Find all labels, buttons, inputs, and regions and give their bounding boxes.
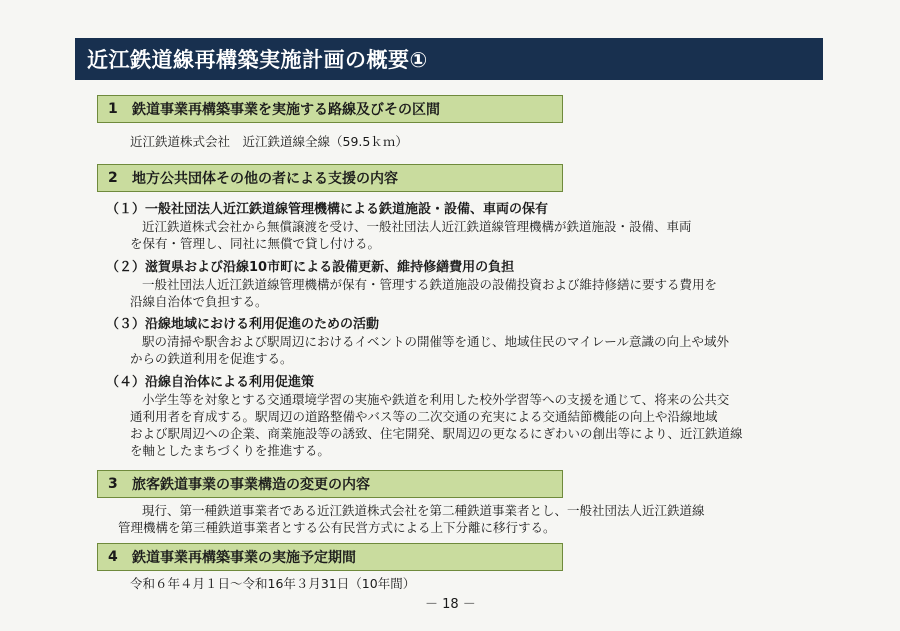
subitem-2-line-2: 沿線自治体で負担する。 — [130, 294, 268, 309]
section-4-header — [97, 543, 563, 571]
page-title: 近江鉄道線再構築実施計画の概要① — [87, 48, 428, 72]
subitem-4-line-4: を軸としたまちづくりを推進する。 — [130, 443, 330, 458]
subitem-2-heading: （２）滋賀県および沿線10市町による設備更新、維持修繕費用の負担 — [106, 260, 515, 275]
section-2-number: 2 — [108, 170, 118, 186]
section-2-heading: 地方公共団体その他の者による支援の内容 — [132, 171, 398, 187]
section-1-heading: 鉄道事業再構築事業を実施する路線及びその区間 — [132, 102, 440, 118]
section-1-header — [97, 95, 563, 123]
section-1-number: 1 — [108, 101, 118, 117]
section-4-heading: 鉄道事業再構築事業の実施予定期間 — [132, 550, 356, 566]
page-title-bar — [75, 38, 823, 80]
subitem-1-line-2: を保有・管理し、同社に無償で貸し付ける。 — [130, 236, 381, 251]
subitem-4-heading: （４）沿線自治体による利用促進策 — [106, 375, 315, 390]
subitem-3-heading: （３）沿線地域における利用促進のための活動 — [106, 317, 380, 332]
page-number: － 18 － — [425, 597, 476, 612]
section-3-header — [97, 470, 563, 498]
subitem-3-line-1: 駅の清掃や駅舎および駅周辺におけるイベントの開催等を通じ、地域住民のマイレール意識の向上や域外 — [142, 334, 730, 349]
section-2-header — [97, 164, 563, 192]
section-4-body: 令和６年４月１日～令和16年３月31日（10年間） — [130, 576, 416, 591]
section-3-body-line-1: 現行、第一種鉄道事業者である近江鉄道株式会社を第二種鉄道事業者とし、一般社団法人近江鉄道線 — [142, 503, 705, 518]
subitem-4-line-2: 通利用者を育成する。駅周辺の道路整備やバス等の二次交通の充実による交通結節機能の向上や沿線地域 — [130, 409, 718, 424]
subitem-4-line-1: 小学生等を対象とする交通環境学習の実施や鉄道を利用した校外学習等への支援を通じて、将来の公共交 — [142, 392, 730, 407]
subitem-3-line-2: からの鉄道利用を促進する。 — [130, 351, 293, 366]
subitem-4-line-3: および駅周辺への企業、商業施設等の誘致、住宅開発、駅周辺の更なるにぎわいの創出等により、近江鉄道線 — [130, 426, 743, 441]
section-1-body: 近江鉄道株式会社 近江鉄道線全線（59.5ｋｍ） — [130, 134, 408, 149]
section-3-number: 3 — [108, 476, 118, 492]
section-3-body-line-2: 管理機構を第三種鉄道事業者とする公有民営方式による上下分離に移行する。 — [118, 520, 556, 535]
section-4-number: 4 — [108, 549, 118, 565]
section-3-heading: 旅客鉄道事業の事業構造の変更の内容 — [132, 477, 370, 493]
subitem-1-line-1: 近江鉄道株式会社から無償譲渡を受け、一般社団法人近江鉄道線管理機構が鉄道施設・設備、車両 — [142, 219, 692, 234]
subitem-1-heading: （１）一般社団法人近江鉄道線管理機構による鉄道施設・設備、車両の保有 — [106, 202, 549, 217]
subitem-2-line-1: 一般社団法人近江鉄道線管理機構が保有・管理する鉄道施設の設備投資および維持修繕に要する費用を — [142, 277, 718, 292]
